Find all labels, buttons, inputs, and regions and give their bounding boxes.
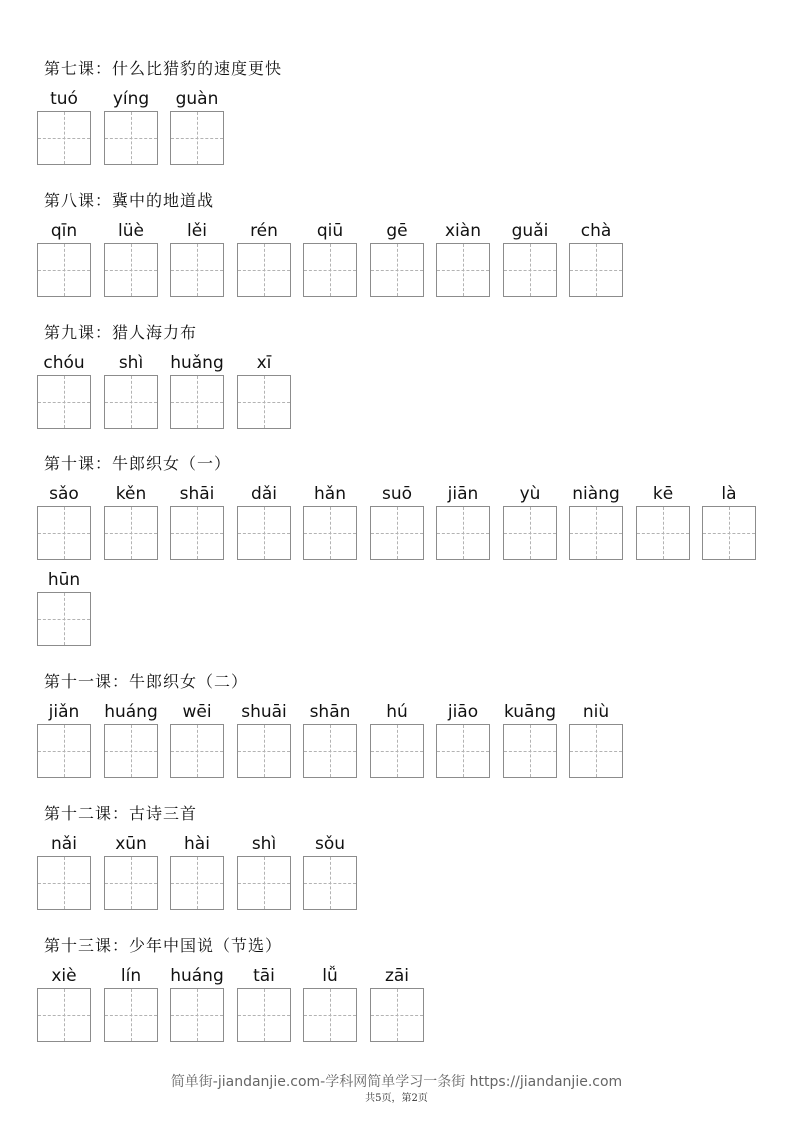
pinyin-label: chà [580, 221, 612, 241]
grid-guide-vertical [64, 112, 65, 164]
grid-guide-vertical [596, 244, 597, 296]
tianzige-writing-box[interactable] [569, 506, 623, 560]
tianzige-writing-box[interactable] [436, 243, 490, 297]
pinyin-label: hǎn [314, 484, 346, 504]
tianzige-writing-box[interactable] [237, 506, 291, 560]
tianzige-writing-box[interactable] [37, 506, 91, 560]
pinyin-label: xī [256, 353, 272, 373]
pinyin-label: qīn [50, 221, 78, 241]
pinyin-label: huáng [104, 702, 158, 722]
grid-guide-vertical [131, 376, 132, 428]
grid-guide-vertical [264, 244, 265, 296]
tianzige-writing-box[interactable] [37, 592, 91, 646]
pinyin-label: lüè [118, 221, 144, 241]
grid-guide-vertical [596, 725, 597, 777]
grid-guide-vertical [131, 507, 132, 559]
tianzige-writing-box[interactable] [370, 506, 424, 560]
pinyin-label: yù [519, 484, 541, 504]
grid-guide-vertical [463, 507, 464, 559]
tianzige-writing-box[interactable] [370, 988, 424, 1042]
grid-guide-vertical [64, 376, 65, 428]
grid-guide-vertical [131, 725, 132, 777]
tianzige-writing-box[interactable] [170, 243, 224, 297]
grid-guide-vertical [530, 725, 531, 777]
pinyin-label: gē [386, 221, 408, 241]
tianzige-writing-box[interactable] [37, 724, 91, 778]
tianzige-writing-box[interactable] [170, 724, 224, 778]
tianzige-writing-box[interactable] [702, 506, 756, 560]
grid-guide-vertical [264, 507, 265, 559]
tianzige-writing-box[interactable] [170, 856, 224, 910]
grid-guide-vertical [131, 857, 132, 909]
pinyin-label: qiū [316, 221, 344, 241]
tianzige-writing-box[interactable] [104, 375, 158, 429]
grid-guide-vertical [197, 857, 198, 909]
grid-guide-vertical [397, 989, 398, 1041]
tianzige-writing-box[interactable] [170, 988, 224, 1042]
lesson-title: 第九课：猎人海力布 [44, 323, 198, 342]
pinyin-label: xiè [51, 966, 77, 986]
grid-guide-vertical [663, 507, 664, 559]
tianzige-writing-box[interactable] [37, 375, 91, 429]
grid-guide-vertical [64, 989, 65, 1041]
tianzige-writing-box[interactable] [370, 724, 424, 778]
pinyin-label: guǎi [511, 221, 549, 241]
tianzige-writing-box[interactable] [37, 988, 91, 1042]
tianzige-writing-box[interactable] [104, 724, 158, 778]
pinyin-label: kěn [115, 484, 147, 504]
grid-guide-vertical [64, 857, 65, 909]
pinyin-label: sǎo [49, 484, 79, 504]
pinyin-label: lěi [187, 221, 207, 241]
pinyin-label: lín [120, 966, 142, 986]
pinyin-label: jiān [447, 484, 479, 504]
tianzige-writing-box[interactable] [170, 375, 224, 429]
tianzige-writing-box[interactable] [104, 111, 158, 165]
grid-guide-vertical [64, 507, 65, 559]
pinyin-label: chóu [43, 353, 85, 373]
grid-guide-vertical [397, 507, 398, 559]
pinyin-label: niàng [572, 484, 620, 504]
lesson-title: 第七课：什么比猎豹的速度更快 [44, 59, 283, 78]
pinyin-label: zāi [384, 966, 410, 986]
grid-guide-vertical [596, 507, 597, 559]
pinyin-label: kē [652, 484, 674, 504]
pinyin-label: huǎng [170, 353, 224, 373]
grid-guide-vertical [197, 507, 198, 559]
tianzige-writing-box[interactable] [503, 506, 557, 560]
grid-guide-vertical [64, 593, 65, 645]
pinyin-label: yíng [112, 89, 150, 109]
pinyin-label: guàn [175, 89, 219, 109]
grid-guide-vertical [264, 725, 265, 777]
tianzige-writing-box[interactable] [237, 856, 291, 910]
tianzige-writing-box[interactable] [237, 988, 291, 1042]
grid-guide-vertical [330, 857, 331, 909]
tianzige-writing-box[interactable] [303, 988, 357, 1042]
pinyin-label: là [721, 484, 737, 504]
tianzige-writing-box[interactable] [636, 506, 690, 560]
grid-guide-vertical [530, 507, 531, 559]
pinyin-label: suō [381, 484, 413, 504]
grid-guide-vertical [197, 244, 198, 296]
grid-guide-vertical [330, 244, 331, 296]
tianzige-writing-box[interactable] [237, 243, 291, 297]
pinyin-label: tuó [50, 89, 78, 109]
tianzige-writing-box[interactable] [503, 724, 557, 778]
pinyin-label: shì [251, 834, 277, 854]
pinyin-label: jiǎn [48, 702, 80, 722]
grid-guide-vertical [330, 989, 331, 1041]
pinyin-label: nǎi [51, 834, 77, 854]
pinyin-label: huáng [170, 966, 224, 986]
tianzige-writing-box[interactable] [37, 111, 91, 165]
tianzige-writing-box[interactable] [569, 243, 623, 297]
footer-text: 简单街-jiandanjie.com-学科网简单学习一条街 https://jiandanjie.com [170, 1074, 623, 1090]
grid-guide-vertical [64, 244, 65, 296]
tianzige-writing-box[interactable] [37, 243, 91, 297]
tianzige-writing-box[interactable] [237, 724, 291, 778]
pinyin-label: lǚ [322, 966, 338, 986]
grid-guide-vertical [197, 989, 198, 1041]
tianzige-writing-box[interactable] [436, 506, 490, 560]
tianzige-writing-box[interactable] [170, 506, 224, 560]
pinyin-label: shì [118, 353, 144, 373]
tianzige-writing-box[interactable] [303, 506, 357, 560]
pinyin-label: hài [184, 834, 210, 854]
pinyin-label: shuāi [241, 702, 287, 722]
grid-guide-vertical [264, 376, 265, 428]
pinyin-label: jiāo [447, 702, 479, 722]
lesson-title: 第十课：牛郎织女（一） [44, 454, 232, 473]
lesson-title: 第八课：冀中的地道战 [44, 191, 215, 210]
pinyin-label: hú [386, 702, 408, 722]
grid-guide-vertical [330, 507, 331, 559]
tianzige-writing-box[interactable] [104, 988, 158, 1042]
grid-guide-vertical [64, 725, 65, 777]
tianzige-writing-box[interactable] [170, 111, 224, 165]
grid-guide-vertical [463, 725, 464, 777]
grid-guide-vertical [131, 989, 132, 1041]
tianzige-writing-box[interactable] [303, 243, 357, 297]
grid-guide-vertical [197, 112, 198, 164]
pinyin-label: kuāng [503, 702, 557, 722]
tianzige-writing-box[interactable] [503, 243, 557, 297]
tianzige-writing-box[interactable] [104, 243, 158, 297]
page-number: 共5页，第2页 [365, 1093, 428, 1104]
tianzige-writing-box[interactable] [37, 856, 91, 910]
pinyin-label: wēi [182, 702, 212, 722]
pinyin-label: rén [250, 221, 278, 241]
tianzige-writing-box[interactable] [237, 375, 291, 429]
grid-guide-vertical [397, 244, 398, 296]
tianzige-writing-box[interactable] [104, 856, 158, 910]
grid-guide-vertical [264, 989, 265, 1041]
tianzige-writing-box[interactable] [303, 724, 357, 778]
pinyin-label: hūn [47, 570, 81, 590]
pinyin-label: xūn [115, 834, 147, 854]
grid-guide-vertical [264, 857, 265, 909]
tianzige-writing-box[interactable] [104, 506, 158, 560]
grid-guide-vertical [197, 376, 198, 428]
tianzige-writing-box[interactable] [370, 243, 424, 297]
pinyin-label: xiàn [445, 221, 481, 241]
lesson-title: 第十一课：牛郎织女（二） [44, 672, 249, 691]
grid-guide-vertical [330, 725, 331, 777]
grid-guide-vertical [530, 244, 531, 296]
pinyin-label: tāi [253, 966, 275, 986]
tianzige-writing-box[interactable] [436, 724, 490, 778]
pinyin-label: shān [309, 702, 351, 722]
pinyin-label: shāi [179, 484, 215, 504]
grid-guide-vertical [729, 507, 730, 559]
tianzige-writing-box[interactable] [303, 856, 357, 910]
pinyin-label: sǒu [314, 834, 346, 854]
grid-guide-vertical [131, 244, 132, 296]
grid-guide-vertical [463, 244, 464, 296]
grid-guide-vertical [197, 725, 198, 777]
pinyin-label: niù [582, 702, 610, 722]
grid-guide-vertical [131, 112, 132, 164]
grid-guide-vertical [397, 725, 398, 777]
tianzige-writing-box[interactable] [569, 724, 623, 778]
lesson-title: 第十二课：古诗三首 [44, 804, 198, 823]
pinyin-label: dǎi [251, 484, 277, 504]
lesson-title: 第十三课：少年中国说（节选） [44, 936, 283, 955]
